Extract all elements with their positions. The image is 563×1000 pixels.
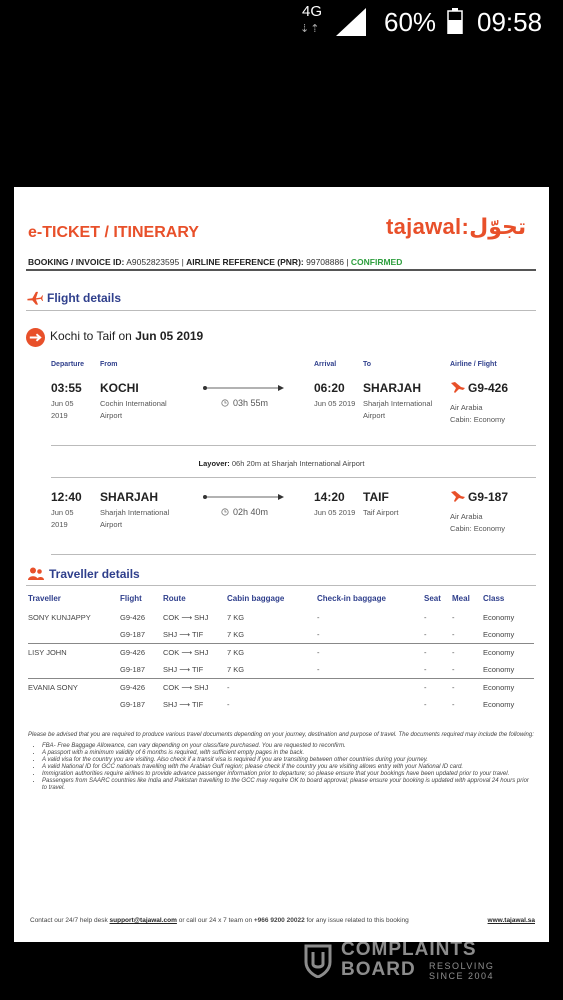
layover-text: 06h 20m at Sharjah International Airport bbox=[231, 459, 365, 468]
website-link[interactable]: www.tajawal.sa bbox=[487, 917, 535, 924]
support-email-link[interactable]: support@tajawal.com bbox=[109, 917, 177, 924]
table-cell: SHJ ⟶ TIF bbox=[163, 665, 204, 674]
ticket-title: e-TICKET / ITINERARY bbox=[28, 224, 199, 241]
footer bbox=[30, 917, 535, 924]
flight-path-line bbox=[202, 384, 286, 392]
divider bbox=[51, 554, 536, 555]
layover-info bbox=[14, 459, 549, 468]
footer-text: for any issue related to this booking bbox=[306, 917, 409, 924]
watermark-tag1: RESOLVING bbox=[429, 961, 495, 971]
table-cell: - bbox=[424, 665, 427, 674]
note-item: • Immigration authorities require airlines to provide advance passenger information prior to departure; so please ensure that your bookings have been updated prior to your travel. bbox=[42, 771, 534, 778]
watermark-line2: BOARD bbox=[341, 959, 416, 980]
data-activity-icon: ⇣⇡ bbox=[300, 23, 321, 35]
cabin-class: Cabin: Economy bbox=[450, 415, 506, 424]
footer-text: or call our 24 x 7 team on bbox=[178, 917, 253, 924]
route-title bbox=[50, 329, 203, 343]
clock-icon bbox=[221, 508, 229, 516]
table-cell: - bbox=[424, 630, 427, 639]
shield-icon bbox=[303, 942, 333, 978]
destination-city: TAIF bbox=[363, 490, 389, 504]
traveller-details-heading: Traveller details bbox=[49, 567, 140, 581]
battery-percent: 60% bbox=[384, 7, 437, 37]
table-cell: SHJ ⟶ TIF bbox=[163, 630, 204, 639]
pnr-value: 99708886 bbox=[306, 257, 344, 267]
clock: 09:58 bbox=[477, 7, 543, 37]
table-cell: G9-187 bbox=[120, 665, 146, 674]
air-arabia-logo-icon bbox=[451, 382, 465, 393]
table-cell: Economy bbox=[483, 665, 515, 674]
column-header: Meal bbox=[452, 593, 470, 603]
table-cell: - bbox=[452, 700, 455, 709]
table-cell bbox=[28, 696, 120, 713]
clock-icon bbox=[221, 399, 229, 407]
table-header-row bbox=[28, 591, 534, 609]
table-cell: - bbox=[424, 644, 452, 662]
table-cell: EVANIA SONY bbox=[28, 679, 120, 697]
table-cell: - bbox=[227, 679, 317, 697]
divider bbox=[26, 269, 536, 271]
table-cell: Economy bbox=[483, 700, 515, 709]
airline-col-label: Airline / Flight bbox=[450, 361, 497, 368]
table-cell: 7 KG bbox=[227, 665, 245, 674]
column-header: Seat bbox=[424, 593, 441, 603]
table-cell: 7 KG bbox=[227, 630, 245, 639]
e-ticket-document bbox=[14, 187, 549, 942]
table-cell: G9-187 bbox=[120, 700, 146, 709]
table-cell: - bbox=[452, 679, 483, 697]
table-cell: Economy bbox=[483, 613, 515, 622]
table-cell: G9-426 bbox=[120, 613, 146, 622]
destination-airport: Taif Airport bbox=[363, 508, 399, 517]
flight-duration: 03h 55m bbox=[233, 398, 269, 408]
booking-line: BOOKING / INVOICE ID: A9052823595 | AIRLINE REFERENCE (PNR): 99708886 | CONFIRMED bbox=[28, 257, 403, 267]
table-cell: - bbox=[452, 665, 455, 674]
pnr-label: AIRLINE REFERENCE (PNR): bbox=[186, 257, 304, 267]
route-arrow-icon bbox=[26, 328, 45, 347]
table-cell: - bbox=[424, 613, 427, 622]
column-header: Class bbox=[483, 593, 505, 603]
table-row bbox=[28, 696, 534, 713]
table-cell: - bbox=[317, 665, 320, 674]
table-cell: COK ⟶ SHJ bbox=[163, 644, 227, 662]
table-cell: G9-426 bbox=[120, 679, 163, 697]
origin-city: KOCHI bbox=[100, 381, 139, 395]
table-cell: - bbox=[424, 700, 427, 709]
status-bar bbox=[0, 0, 563, 44]
table-cell bbox=[28, 626, 120, 644]
table-cell: - bbox=[452, 644, 483, 662]
arrival-date: Jun 05 2019 bbox=[314, 399, 356, 408]
watermark-tag2: SINCE 2004 bbox=[429, 971, 495, 981]
table-row bbox=[28, 626, 534, 644]
table-cell: LISY JOHN bbox=[28, 644, 120, 662]
watermark-line1: COMPLAINTS bbox=[341, 939, 477, 960]
column-header: Cabin baggage bbox=[227, 593, 285, 603]
table-cell: - bbox=[227, 700, 230, 709]
destination-city: SHARJAH bbox=[363, 381, 422, 395]
table-cell: 7 KG bbox=[227, 644, 317, 662]
flight-path-line bbox=[202, 493, 286, 501]
flight-number: G9-187 bbox=[468, 490, 509, 504]
table-row bbox=[28, 609, 534, 626]
table-cell: SHJ ⟶ TIF bbox=[163, 700, 204, 709]
table-cell: 7 KG bbox=[227, 613, 245, 622]
table-cell: - bbox=[452, 630, 455, 639]
support-phone[interactable]: +966 9200 20022 bbox=[253, 917, 305, 924]
airline-name: Air Arabia bbox=[450, 512, 483, 521]
table-cell: - bbox=[317, 644, 424, 662]
column-header: Flight bbox=[120, 593, 142, 603]
table-cell: - bbox=[317, 630, 320, 639]
note-item: • A passport with a minimum validity of 6 months is required, with sufficient empty pages in the back. bbox=[42, 750, 534, 757]
table-row bbox=[28, 644, 534, 662]
to-col-label: To bbox=[363, 361, 372, 368]
table-row bbox=[28, 679, 534, 697]
flight-details-heading: Flight details bbox=[47, 291, 122, 305]
table-cell: - bbox=[424, 679, 452, 697]
arrival-time: 06:20 bbox=[314, 381, 345, 395]
battery-icon bbox=[447, 8, 463, 34]
notes-list bbox=[28, 743, 534, 792]
table-cell bbox=[317, 679, 424, 697]
table-row bbox=[28, 661, 534, 679]
traveller-table bbox=[28, 591, 534, 713]
arrival-col-label: Arrival bbox=[314, 361, 337, 368]
table-cell: G9-187 bbox=[120, 630, 146, 639]
table-cell: SONY KUNJAPPY bbox=[28, 613, 91, 622]
divider bbox=[51, 477, 536, 478]
booking-status: CONFIRMED bbox=[350, 257, 403, 267]
origin-airport: Cochin International Airport bbox=[100, 399, 167, 420]
origin-airport: Sharjah International Airport bbox=[100, 508, 170, 529]
airplane-icon bbox=[26, 290, 43, 305]
table-cell bbox=[317, 696, 424, 713]
travel-notes bbox=[28, 732, 534, 792]
arrival-date: Jun 05 2019 bbox=[314, 508, 356, 517]
booking-label: BOOKING / INVOICE ID: bbox=[28, 257, 125, 267]
airline-name: Air Arabia bbox=[450, 403, 483, 412]
note-item: • A valid visa for the country you are visiting. Also check if a transit visa is required if you are transiting between other countries during your journey. bbox=[42, 757, 534, 764]
flight-duration: 02h 40m bbox=[233, 507, 269, 517]
departure-time: 03:55 bbox=[51, 381, 82, 395]
departure-date: Jun 05 2019 bbox=[51, 399, 74, 420]
table-cell: Economy bbox=[483, 644, 534, 662]
note-item: • FBA- Free Baggage Allowance, can vary depending on your class/fare purchased. You are requested to reconfirm. bbox=[42, 743, 534, 750]
travellers-icon bbox=[28, 567, 44, 580]
note-item: • A valid National ID for GCC nationals travelling with the Arabian Gulf region; please check if the country you are visiting allows entry with your National ID card. bbox=[42, 764, 534, 771]
table-cell: G9-426 bbox=[120, 644, 163, 662]
departure-time: 12:40 bbox=[51, 490, 82, 504]
flight-number: G9-426 bbox=[468, 381, 509, 395]
from-col-label: From bbox=[100, 361, 118, 368]
watermark-tagline bbox=[429, 961, 494, 981]
network-type: 4G bbox=[302, 3, 323, 20]
column-header: Route bbox=[163, 593, 186, 603]
footer-text: Contact our 24/7 help desk bbox=[30, 917, 108, 924]
cabin-class: Cabin: Economy bbox=[450, 524, 506, 533]
notes-intro: Please be advised that you are required to produce various travel documents depending on your journey, destination and purpose of travel. The documents required may include the following: bbox=[28, 732, 534, 738]
layover-label: Layover: bbox=[198, 459, 230, 468]
signal-icon bbox=[336, 8, 366, 36]
note-item: • Passengers from SAARC countries like India and Pakistan travelling to the GCC may require OK to board approval; please ensure your booking is updated with approval 24 hours prior to travel. bbox=[42, 778, 534, 792]
departure-date: Jun 05 2019 bbox=[51, 508, 74, 529]
origin-city: SHARJAH bbox=[100, 490, 159, 504]
route-date: Jun 05 2019 bbox=[135, 329, 204, 343]
air-arabia-logo-icon bbox=[451, 491, 465, 502]
table-cell: Economy bbox=[483, 679, 534, 697]
booking-id: A9052823595 bbox=[126, 257, 180, 267]
divider bbox=[26, 310, 536, 311]
divider bbox=[51, 445, 536, 446]
table-cell: - bbox=[452, 613, 455, 622]
column-header: Traveller bbox=[28, 593, 61, 603]
destination-airport: Sharjah International Airport bbox=[363, 399, 433, 420]
route-prefix: Kochi to Taif on bbox=[50, 329, 132, 343]
table-cell: - bbox=[317, 613, 320, 622]
table-cell bbox=[28, 661, 120, 679]
table-cell: COK ⟶ SHJ bbox=[163, 679, 227, 697]
departure-col-label: Departure bbox=[51, 361, 85, 368]
table-cell: Economy bbox=[483, 630, 515, 639]
column-header: Check-in baggage bbox=[317, 593, 386, 603]
divider bbox=[26, 585, 536, 586]
arrival-time: 14:20 bbox=[314, 490, 345, 504]
table-cell: COK ⟶ SHJ bbox=[163, 613, 209, 622]
tajawal-logo: tajawal:تجوّل bbox=[386, 214, 527, 239]
